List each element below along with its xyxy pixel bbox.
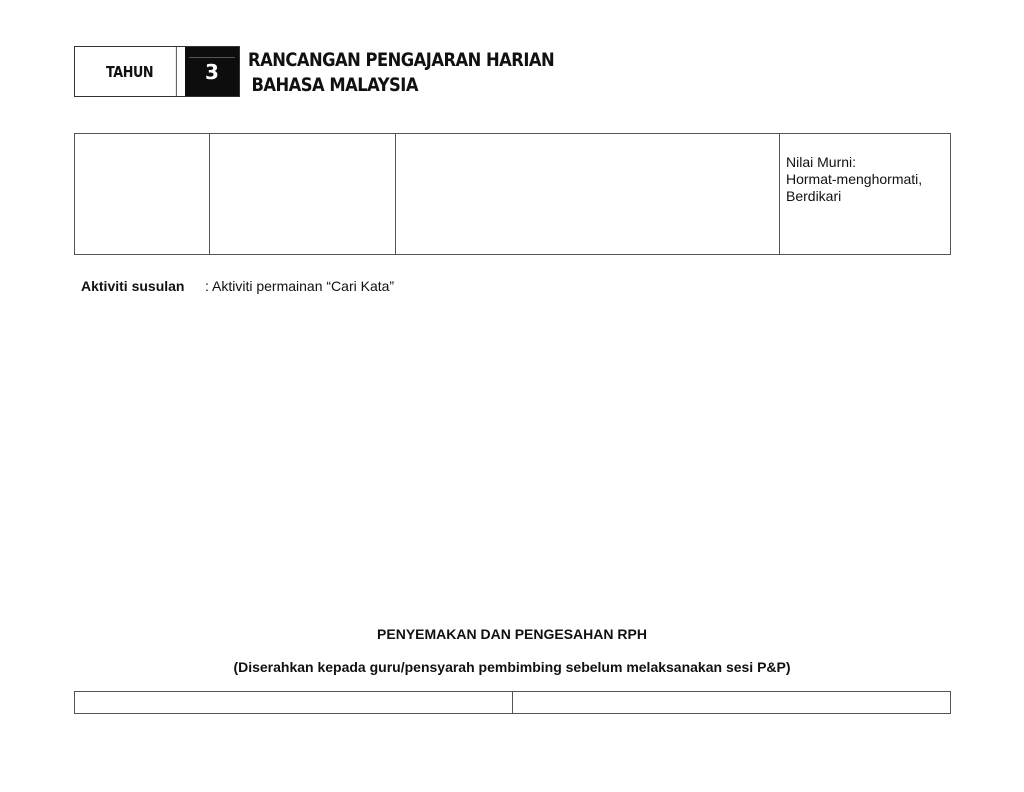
year-value-frame [189,57,235,88]
year-value-box [185,47,239,96]
document-title [248,48,554,98]
signature-cell-left [75,692,513,714]
table-cell-2 [210,134,396,255]
year-box [74,46,240,97]
signature-cell-right [513,692,951,714]
followup-activity [81,278,394,294]
signature-table [74,691,951,714]
followup-text: : Aktiviti permainan “Cari Kata” [205,278,395,294]
review-title: PENYEMAKAN DAN PENGESAHAN RPH [377,626,647,642]
title-line-1: RANCANGAN PENGAJARAN HARIAN [248,49,555,71]
review-subtitle: (Diserahkan kepada guru/pensyarah pembimbing sebelum melaksanakan sesi P&P) [233,659,791,675]
table-row [75,692,951,714]
values-heading: Nilai Murni: [786,154,857,170]
year-value: 3 [205,59,219,84]
table-cell-1 [75,134,210,255]
values-line-1: Hormat-menghormati, [786,171,923,187]
title-line-2: BAHASA MALAYSIA [251,74,418,96]
year-label: TAHUN [83,47,177,96]
table-row [75,134,951,255]
values-cell [780,134,951,255]
lesson-table [74,133,951,255]
values-line-2: Berdikari [786,188,842,204]
table-cell-3 [396,134,780,255]
followup-label: Aktiviti susulan [81,278,185,294]
